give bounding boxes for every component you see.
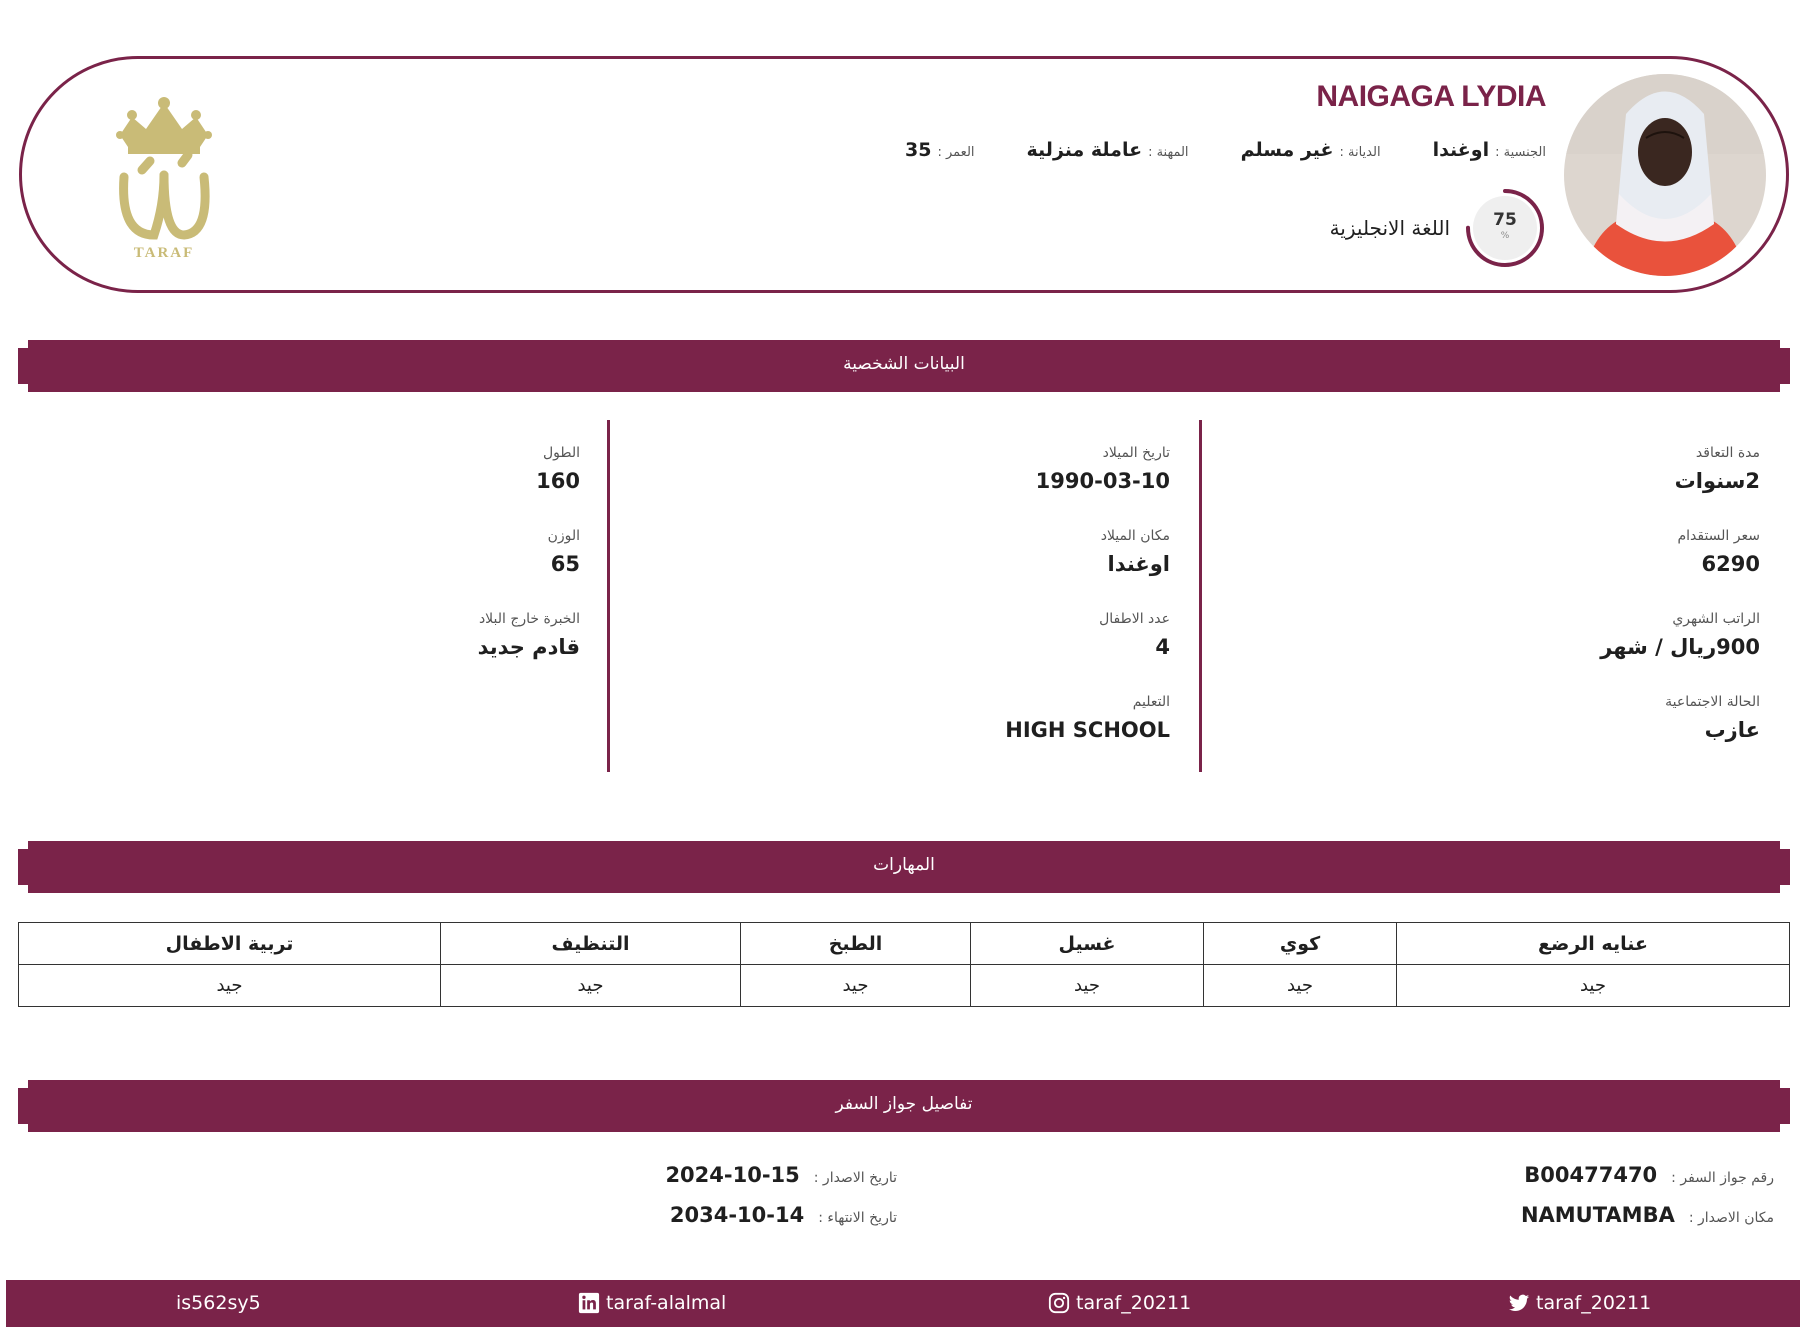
skill-value: جيد [1397, 965, 1790, 1007]
linkedin-icon [578, 1292, 600, 1314]
reference-code: is562sy5 [176, 1292, 261, 1314]
english-progress-ring [1464, 187, 1546, 269]
skill-value: جيد [19, 965, 441, 1007]
skill-value: جيد [1204, 965, 1397, 1007]
percent-sign: % [1500, 231, 1510, 241]
skill-header: التنظيف [441, 923, 741, 965]
skill-header: عنايه الرضع [1397, 923, 1790, 965]
personal-column-2 [650, 420, 1170, 772]
passport-issue-date: تاريخ الاصدار : 2024-10-15 [665, 1163, 897, 1187]
english-label: اللغة الانجليزية [1329, 216, 1450, 240]
worker-name: NAIGAGA LYDIA [1316, 80, 1546, 113]
age-field: العمر : 35 [905, 139, 975, 161]
skills-table [18, 922, 1790, 1007]
contract-duration: مدة التعاقد 2سنوات [1674, 445, 1760, 493]
weight: الوزن 65 [547, 528, 580, 576]
instagram-link[interactable]: taraf_20211 [1048, 1292, 1191, 1314]
personal-data-panel [18, 420, 1790, 772]
religion-field: الديانة : غير مسلم [1240, 139, 1381, 161]
crown-logo-icon [102, 95, 226, 245]
taraf-logo [102, 95, 226, 265]
linkedin-link[interactable]: taraf-alalmal [578, 1292, 726, 1314]
skill-value: جيد [441, 965, 741, 1007]
children-count: عدد الاطفال 4 [1099, 611, 1170, 659]
monthly-salary: الراتب الشهري 900ريال / شهر [1600, 611, 1760, 659]
logo-text: TARAF [133, 245, 195, 261]
skill-header: غسيل [971, 923, 1204, 965]
twitter-link[interactable]: taraf_20211 [1508, 1292, 1651, 1314]
instagram-icon [1048, 1292, 1070, 1314]
skills-header-row [19, 923, 1790, 965]
birth-date: تاريخ الميلاد 1990-03-10 [1035, 445, 1170, 493]
profile-header-card [19, 56, 1789, 293]
skill-header: كوي [1204, 923, 1397, 965]
profession-field: المهنة : عاملة منزلية [1026, 139, 1189, 161]
twitter-icon [1508, 1292, 1530, 1314]
passport-issue-place: مكان الاصدار : NAMUTAMBA [1520, 1203, 1774, 1227]
personal-column-3 [60, 420, 580, 772]
english-level [1330, 187, 1546, 269]
skills-section-bar [18, 841, 1790, 893]
column-divider [1199, 420, 1202, 772]
skill-value: جيد [741, 965, 971, 1007]
column-divider [607, 420, 610, 772]
birth-place: مكان الميلاد اوغندا [1100, 528, 1170, 576]
personal-column-1 [1220, 420, 1760, 772]
english-percent: 75 [1493, 210, 1517, 230]
height: الطول 160 [536, 445, 580, 493]
personal-section-title: البيانات الشخصية [843, 354, 965, 374]
skills-value-row [19, 965, 1790, 1007]
passport-number: رقم جواز السفر : B00477470 [1524, 1163, 1774, 1187]
marital-status: الحالة الاجتماعية عازب [1665, 694, 1760, 742]
passport-expiry-date: تاريخ الانتهاء : 2034-10-14 [669, 1203, 897, 1227]
education: التعليم HIGH SCHOOL [1005, 694, 1170, 742]
skills-section-title: المهارات [873, 855, 935, 875]
nationality-field: الجنسية : اوغندا [1432, 139, 1546, 161]
recruitment-price: سعر الستقدام 6290 [1677, 528, 1760, 576]
skill-header: تربية الاطفال [19, 923, 441, 965]
passport-section-title: تفاصيل جواز السفر [835, 1094, 973, 1114]
personal-section-bar [18, 340, 1790, 392]
meta-row [905, 139, 1546, 161]
experience-abroad: الخبرة خارج البلاد قادم جديد [477, 611, 580, 659]
passport-section-bar [18, 1080, 1790, 1132]
worker-photo [1564, 74, 1766, 276]
footer-bar [6, 1280, 1800, 1327]
skill-header: الطبخ [741, 923, 971, 965]
skill-value: جيد [971, 965, 1204, 1007]
